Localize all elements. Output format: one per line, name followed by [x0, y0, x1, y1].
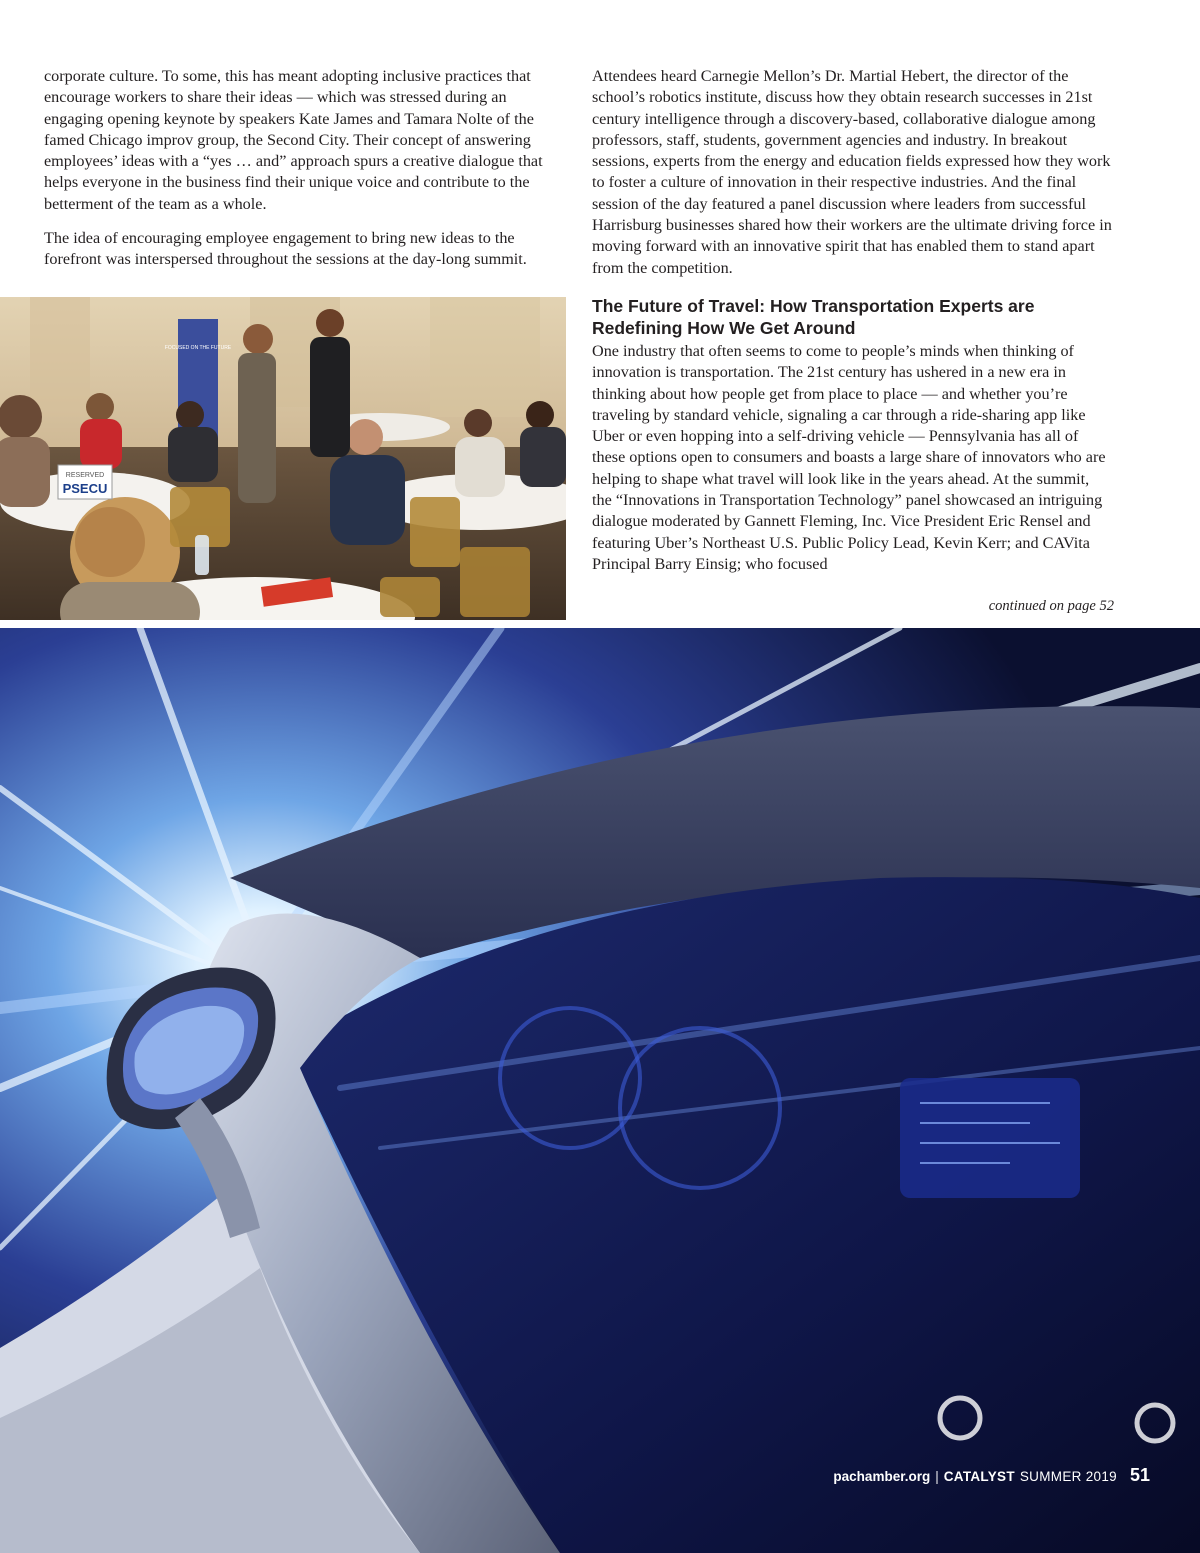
body-paragraph: One industry that often seems to come to people’s minds when thinking of innovation is transportation. The 21st century has ushered in a new era in thinking about how people get from place to place — and whether you’re traveling by standard vehicle, signaling a car through a ride-sharing app like Uber or even hopping into a self-driving vehicle — Pennsylvania has all of these options open to consumers and boasts a large share of innovators who are helping to shape what travel will look like in the years ahead. At the summit, the “Innovations in Transportation Technology” panel showcased an intriguing dialogue moderated by Gannett Fleming, Inc. Vice President Eric Rensel and featuring Uber’s Northeast U.S. Public Policy Lead, Kevin Kerr; and CAVita Principal Barry Einsig; who focused: [592, 341, 1106, 573]
body-paragraph: corporate culture. To some, this has meant adopting inclusive practices that encourage workers to share their ideas — which was stressed during an engaging opening keynote by speakers Kate James and Tamara Nolte of the famed Chicago improv group, the Second City. Their concept of answering employees’ ideas with a “yes … and” approach spurs a creative dialogue that helps everyone in the business find their unique voice and contribute to the betterment of the team as a whole.: [44, 67, 543, 213]
table-sign-text: RESERVED: [65, 472, 105, 479]
banner-text: FOCUSED ON THE FUTURE: [164, 345, 232, 351]
footer-site: pachamber.org: [833, 1469, 931, 1484]
car-tunnel-photo: [0, 628, 1200, 1553]
right-column: [592, 66, 1112, 575]
page-footer: [833, 1465, 1150, 1486]
conference-photo: [0, 297, 566, 620]
continued-note: continued on page 52: [988, 598, 1114, 614]
page-number: 51: [1129, 1465, 1150, 1485]
body-paragraph: Attendees heard Carnegie Mellon’s Dr. Martial Hebert, the director of the school’s robotics institute, discuss how they obtain research successes in 21st century intelligence through a discovery-based, collaborative dialogue among professors, staff, students, government agencies and industry. In breakout sessions, experts from the energy and education fields expressed how they work to foster a culture of innovation in their respective industries. And the final session of the day featured a panel discussion where leaders from successful Harrisburg businesses shared how their workers are the ultimate driving force in moving forward with an innovative spirit that has enabled them to stand apart from the competition.: [592, 67, 1112, 277]
body-paragraph: The idea of encouraging employee engagement to bring new ideas to the forefront was interspersed throughout the sessions at the day-long summit.: [44, 229, 527, 269]
footer-magazine: CATALYST: [943, 1469, 1015, 1484]
footer-separator: |: [935, 1469, 939, 1484]
conference-photo-illustration: [0, 297, 566, 620]
footer-issue: SUMMER 2019: [1019, 1469, 1117, 1484]
table-sign-letters: PSECU: [62, 481, 108, 496]
left-column: [44, 66, 564, 271]
car-tunnel-illustration: [0, 628, 1200, 1553]
section-heading: The Future of Travel: How Transportation Experts are Redefining How We Get Around: [592, 295, 1035, 338]
